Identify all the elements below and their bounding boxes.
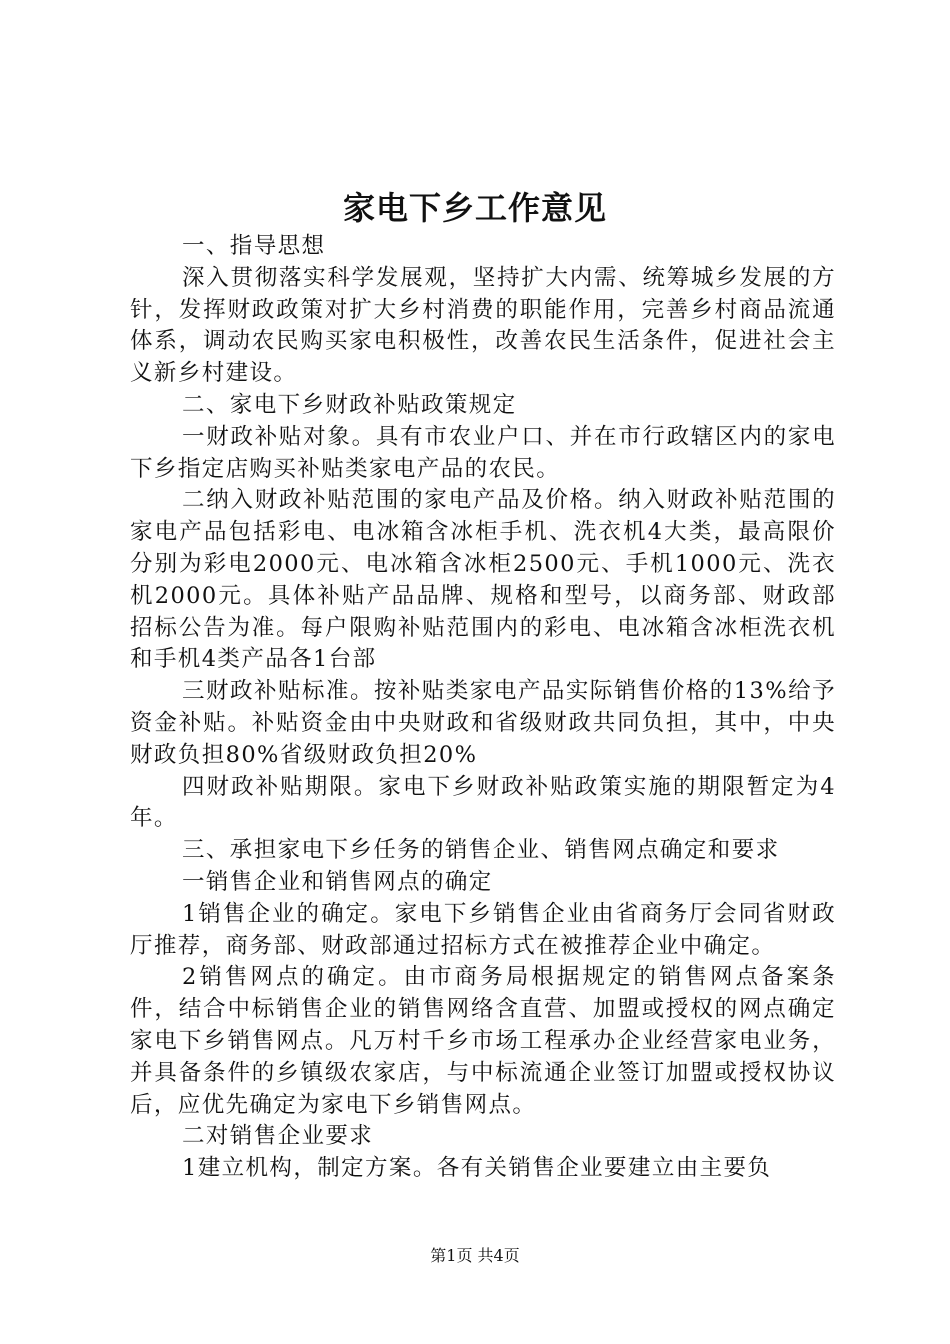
paragraph: 1建立机构，制定方案。各有关销售企业要建立由主要负 [182, 1155, 772, 1182]
section-heading: 一、指导思想 [182, 233, 326, 259]
section-heading: 二、家电下乡财政补贴政策规定 [182, 391, 517, 418]
subsection-heading: 二对销售企业要求 [182, 1123, 374, 1150]
section-heading: 三、承担家电下乡任务的销售企业、销售网点确定和要求 [182, 837, 780, 864]
paragraph: 2销售网点的确定。由市商务局根据规定的销售网点备案条件，结合中标销售企业的销售网络含直营、加盟或授权的网点确定家电下乡销售网点。凡万村千乡市场工程承办企业经营家电业务，并具备条件的乡镇级农家店，与中标流通企业签订加盟或授权协议后，应优先确定为家电下乡销售网点。 [130, 964, 836, 1118]
page-number: 第1页 共4页 [430, 1246, 520, 1265]
document-title: 家电下乡工作意见 [342, 189, 607, 227]
paragraph: 深入贯彻落实科学发展观，坚持扩大内需、统筹城乡发展的方针，发挥财政政策对扩大乡村消费的职能作用，完善乡村商品流通体系，调动农民购买家电积极性，改善农民生活条件，促进社会主义新乡村建设。 [130, 264, 836, 387]
paragraph: 四财政补贴期限。家电下乡财政补贴政策实施的期限暂定为4年。 [130, 773, 836, 832]
subsection-heading: 一销售企业和销售网点的确定 [182, 868, 493, 895]
paragraph: 三财政补贴标准。按补贴类家电产品实际销售价格的13%给予资金补贴。补贴资金由中央财政和省级财政共同负担，其中，中央财政负担80%省级财政负担20% [130, 678, 836, 768]
document-body [130, 231, 836, 1185]
paragraph: 1销售企业的确定。家电下乡销售企业由省商务厅会同省财政厅推荐，商务部、财政部通过招标方式在被推荐企业中确定。 [130, 900, 836, 959]
paragraph: 二纳入财政补贴范围的家电产品及价格。纳入财政补贴范围的家电产品包括彩电、电冰箱含冰柜手机、洗衣机4大类，最高限价分别为彩电2000元、电冰箱含冰柜2500元、手机1000元、洗衣机2000元。具体补贴产品品牌、规格和型号，以商务部、财政部招标公告为准。每户限购补贴范围内的彩电、电冰箱含冰柜洗衣机和手机4类产品各1台部 [130, 487, 836, 673]
paragraph: 一财政补贴对象。具有市农业户口、并在市行政辖区内的家电下乡指定店购买补贴类家电产品的农民。 [130, 423, 836, 482]
